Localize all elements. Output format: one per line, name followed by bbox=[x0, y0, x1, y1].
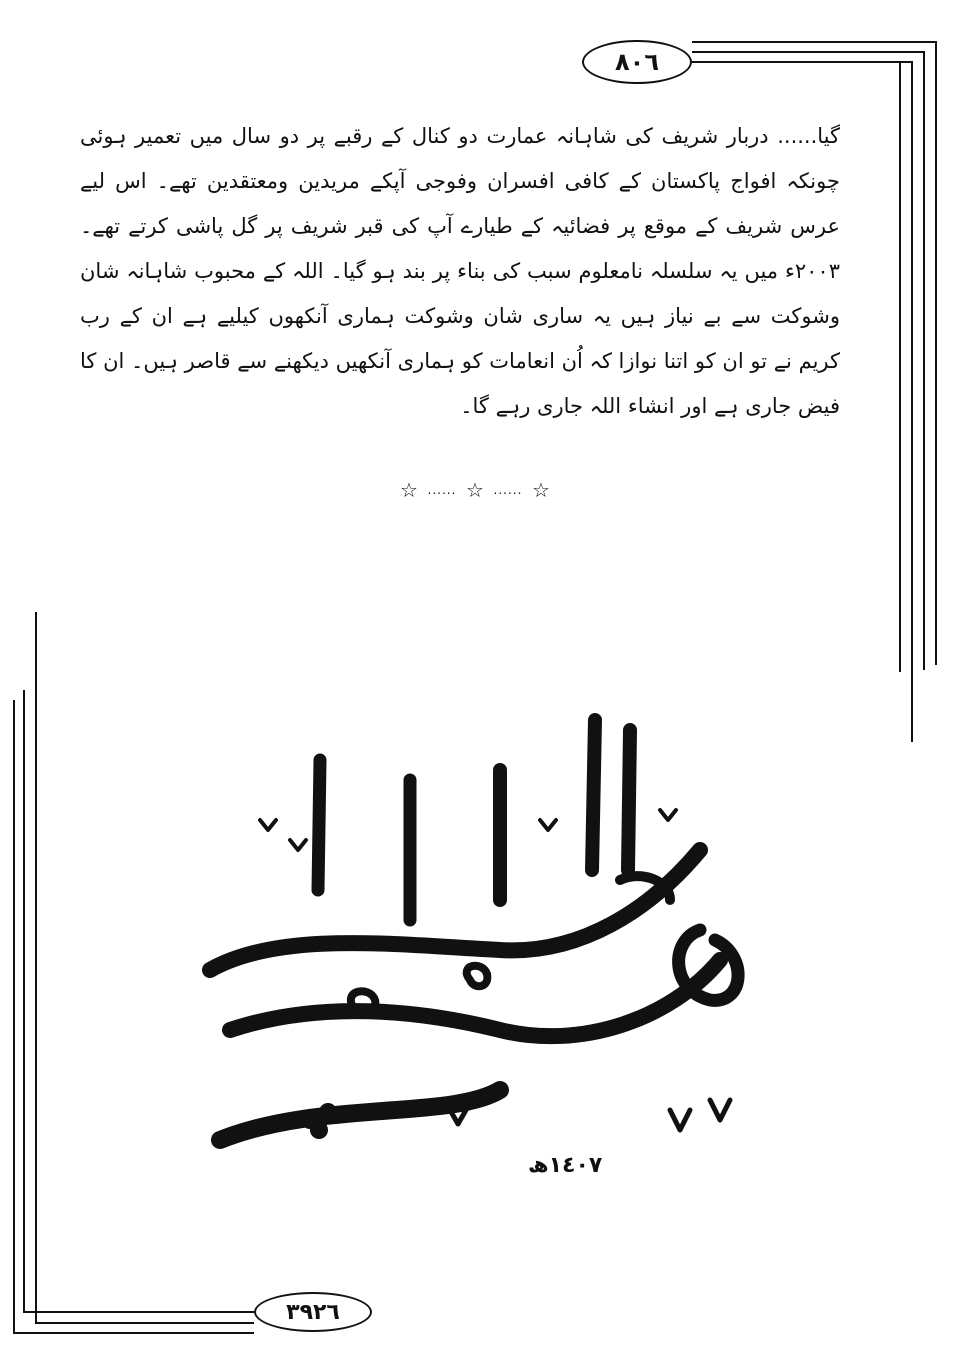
footer-number-badge bbox=[254, 1292, 372, 1332]
star-icon: ☆ bbox=[532, 478, 550, 502]
calligraphy-salawat-image bbox=[200, 700, 760, 1170]
separator-dots: ...... bbox=[427, 483, 457, 497]
section-separator bbox=[400, 478, 550, 502]
body-text bbox=[80, 114, 840, 429]
page-number: ٨٠٦ bbox=[615, 48, 659, 76]
separator-dots: ...... bbox=[493, 483, 523, 497]
body-paragraph: گیا...... دربار شریف کی شاہانہ عمارت دو کنال کے رقبے پر دو سال میں تعمیر ہوئی چونکہ افواج پاکستان کے کافی افسران وفوجی آپکے مریدین ومعتقدین تھے۔ اس لیے عرس شریف کے موقع پر فضائیہ کے طیارے آپ کی قبر شریف پر گل پاشی کرتے تھے۔ ٢٠٠٣ء میں یہ سلسلہ نامعلوم سبب کی بناء پر بند ہو گیا۔ اللہ کے محبوب شاہانہ شان وشوکت سے بے نیاز ہیں یہ ساری شان وشوکت ہماری آنکھوں کیلیے ہے ان کے رب کریم نے تو ان کو اتنا نوازا کہ اُن انعامات کو ہماری آنکھیں دیکھنے سے قاصر ہیں۔ ان کا فیض جاری ہے اور انشاء اللہ جاری رہے گا۔ bbox=[80, 124, 840, 418]
star-icon: ☆ bbox=[400, 478, 418, 502]
calligraphy-date: ١٤٠٧ھ bbox=[528, 1153, 603, 1178]
page-number-badge bbox=[582, 40, 692, 84]
calligraphy-artwork bbox=[200, 700, 760, 1174]
footer-page-number: ٣٩٢٦ bbox=[286, 1299, 340, 1325]
star-icon: ☆ bbox=[466, 478, 484, 502]
